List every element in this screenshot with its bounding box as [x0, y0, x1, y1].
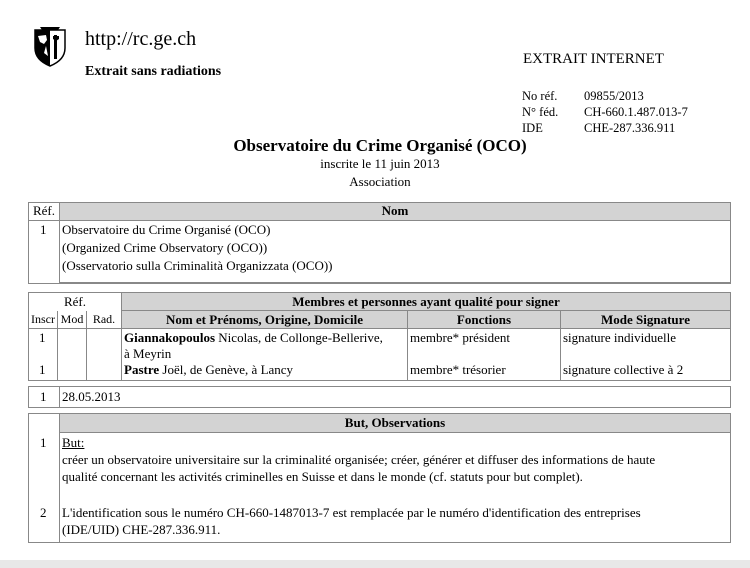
but-line: qualité concernant les activités criminelles en Suisse et dans le monde (cf. statuts pour but complet). — [62, 469, 583, 484]
member-details: Nicolas, de Collonge-Bellerive, — [215, 330, 383, 345]
members-title: Membres et personnes ayant qualité pour signer — [122, 293, 730, 310]
but-ref: 1 — [40, 435, 47, 450]
members-table — [28, 292, 731, 381]
but-line: (IDE/UID) CHE-287.336.911. — [62, 522, 221, 537]
date-value: 28.05.2013 — [62, 389, 121, 404]
member-surname: Giannakopoulos — [124, 330, 216, 345]
ref-value: 09855/2013 — [584, 89, 644, 103]
member-details: Joël, de Genève, à Lancy — [159, 362, 294, 377]
inscription-date: inscrite le 11 juin 2013 — [320, 156, 440, 171]
members-mod-header: Mod — [60, 312, 84, 326]
member-fonction: membre* président — [410, 330, 510, 345]
ref-label: No réf. — [522, 89, 558, 103]
name-table-ref: 1 — [40, 222, 47, 237]
member-mode: signature individuelle — [563, 330, 677, 345]
member-inscr: 1 — [39, 362, 46, 377]
ref-value: CHE-287.336.911 — [584, 121, 676, 135]
member-fonction: membre* trésorier — [410, 362, 506, 377]
name-table-nom-header: Nom — [60, 203, 730, 220]
member-inscr: 1 — [39, 330, 46, 345]
but-line: créer un observatoire universitaire sur la criminalité organisée; créer, générer et diffuser des informations de haute — [62, 452, 656, 467]
name-line: (Osservatorio sulla Criminalità Organizzata (OCO)) — [62, 258, 333, 273]
name-table-ref-header: Réf. — [29, 203, 59, 220]
extract-subtitle: Extrait sans radiations — [85, 64, 222, 79]
but-line: L'identification sous le numéro CH-660-1487013-7 est remplacée par le numéro d'identification des entreprises — [62, 505, 641, 520]
member-surname: Pastre — [124, 362, 160, 377]
extract-type: EXTRAIT INTERNET — [523, 51, 664, 67]
entity-type: Association — [349, 174, 411, 189]
date-table — [28, 386, 731, 408]
date-ref: 1 — [40, 389, 47, 404]
window-bottom-edge — [0, 560, 750, 568]
member-name — [124, 362, 293, 378]
entity-name: Observatoire du Crime Organisé (OCO) — [233, 136, 527, 155]
ref-row — [522, 104, 688, 120]
members-mode-header: Mode Signature — [561, 311, 730, 328]
reference-block — [522, 88, 688, 136]
ref-row — [522, 88, 688, 104]
but-ref: 2 — [40, 505, 47, 520]
but-table — [28, 413, 731, 543]
members-name-header: Nom et Prénoms, Origine, Domicile — [122, 311, 407, 328]
member-name-line2: à Meyrin — [124, 346, 172, 361]
name-line: (Organized Crime Observatory (OCO)) — [62, 240, 268, 255]
registry-url[interactable]: http://rc.ge.ch — [85, 28, 197, 50]
ref-row — [522, 120, 688, 136]
members-fonction-header: Fonctions — [408, 311, 560, 328]
but-header: But, Observations — [60, 414, 730, 432]
ref-label: N° féd. — [522, 105, 559, 119]
members-inscr-header: Inscr — [31, 312, 55, 326]
but-label: But: — [62, 435, 85, 450]
name-table — [28, 202, 731, 284]
member-mode: signature collective à 2 — [563, 362, 684, 377]
member-name — [124, 330, 383, 346]
name-line: Observatoire du Crime Organisé (OCO) — [62, 222, 271, 237]
members-ref-header: Réf. — [63, 294, 87, 309]
ref-value: CH-660.1.487.013-7 — [584, 105, 688, 119]
ref-label: IDE — [522, 121, 543, 135]
geneva-coat-of-arms-icon — [32, 26, 68, 68]
members-rad-header: Rad. — [92, 312, 116, 326]
